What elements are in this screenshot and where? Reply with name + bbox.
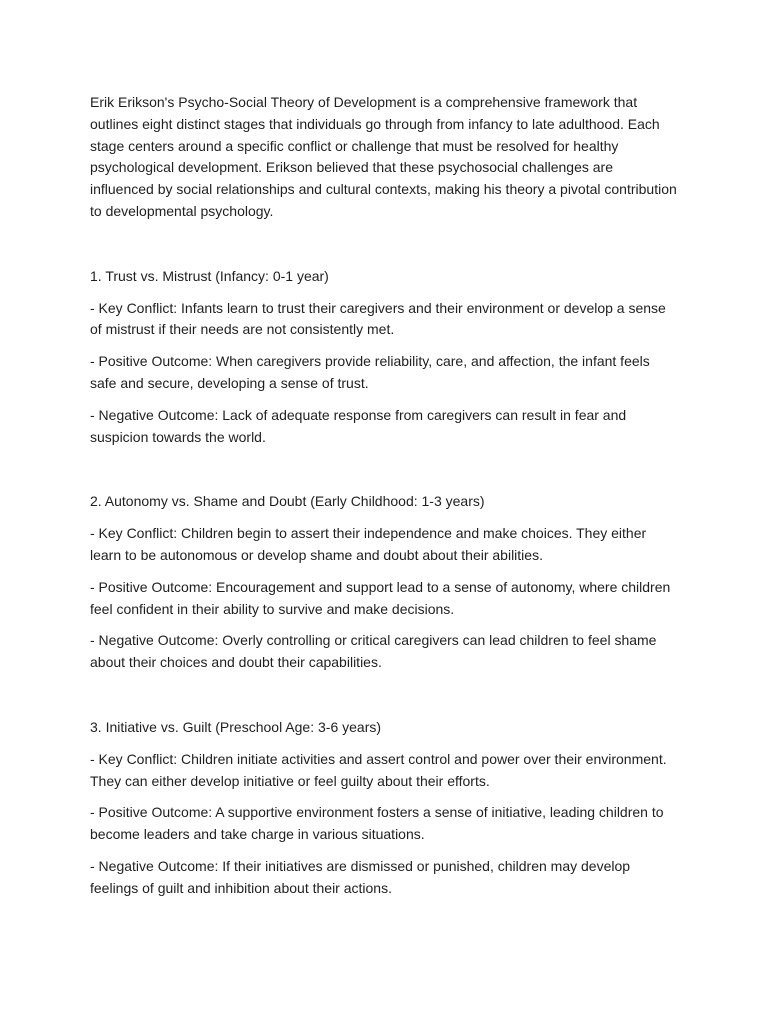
stage-section-3 bbox=[90, 717, 680, 900]
stage-section-2 bbox=[90, 491, 680, 674]
key-conflict-text: - Key Conflict: Children initiate activities and assert control and power over their environment. They can either develop initiative or feel guilty about their efforts. bbox=[90, 750, 667, 789]
negative-outcome-text: - Negative Outcome: Overly controlling or critical caregivers can lead children to feel shame about their choices and doubt their capabilities. bbox=[90, 632, 657, 671]
stage-heading: 1. Trust vs. Mistrust (Infancy: 0-1 year) bbox=[90, 267, 329, 284]
key-conflict-text: - Key Conflict: Infants learn to trust their caregivers and their environment or develop a sense of mistrust if their needs are not consistently met. bbox=[90, 299, 666, 338]
stage-heading: 3. Initiative vs. Guilt (Preschool Age: 3-6 years) bbox=[90, 718, 382, 735]
stage-section-1 bbox=[90, 266, 680, 449]
negative-outcome-text: - Negative Outcome: If their initiatives are dismissed or punished, children may develop feelings of guilt and inhibition about their actions. bbox=[90, 857, 631, 896]
stage-heading: 2. Autonomy vs. Shame and Doubt (Early Childhood: 1-3 years) bbox=[90, 493, 485, 510]
key-conflict-text: - Key Conflict: Children begin to assert their independence and make choices. They either learn to be autonomous or develop shame and doubt about their abilities. bbox=[90, 525, 647, 563]
intro-paragraph: Erik Erikson's Psycho-Social Theory of Development is a comprehensive framework that outlines eight distinct stages that individuals go through from infancy to late adulthood. Each stage centers around a specific conflict or challenge that must be resolved for healthy psychological development. Erikson believed that these psychosocial challenges are influenced by social relationships and cultural contexts, making his theory a pivotal contribution to developmental psychology. bbox=[90, 94, 677, 219]
positive-outcome-text: - Positive Outcome: When caregivers provide reliability, care, and affection, the infant feels safe and secure, developing a sense of trust. bbox=[90, 353, 650, 391]
document-page bbox=[90, 92, 680, 943]
positive-outcome-text: - Positive Outcome: A supportive environment fosters a sense of initiative, leading children to become leaders and take charge in various situations. bbox=[90, 804, 664, 843]
negative-outcome-text: - Negative Outcome: Lack of adequate response from caregivers can result in fear and suspicion towards the world. bbox=[90, 406, 627, 445]
positive-outcome-text: - Positive Outcome: Encouragement and support lead to a sense of autonomy, where children feel confident in their ability to survive and make decisions. bbox=[90, 578, 671, 617]
